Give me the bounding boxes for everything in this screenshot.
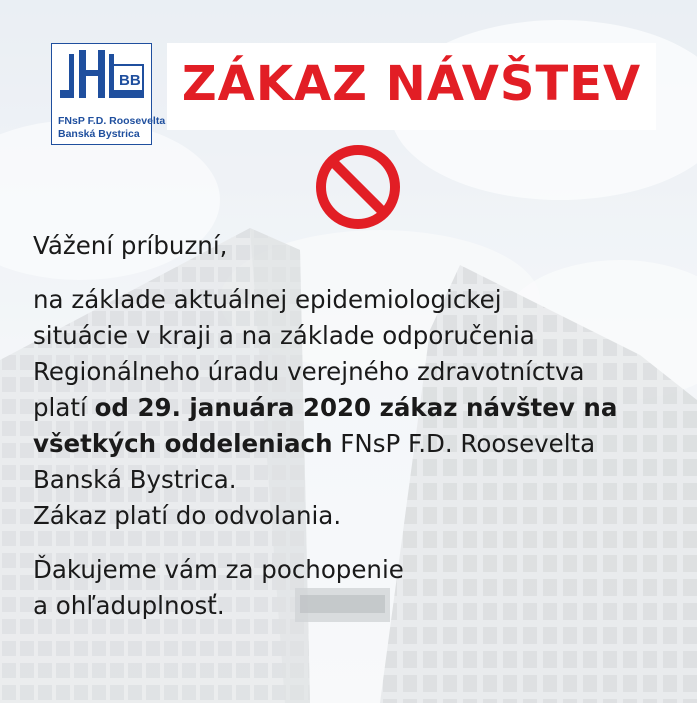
notice-validity-line: Zákaz platí do odvolania.	[33, 501, 342, 530]
notice-line: na základe aktuálnej epidemiologickej	[33, 285, 502, 314]
thanks-line: a ohľaduplnosť.	[33, 591, 225, 620]
notice-text-plain: platí	[33, 393, 95, 422]
notice-line: Regionálneho úradu verejného zdravotníctva	[33, 357, 585, 386]
logo-letters: BB	[119, 72, 141, 89]
notice-text-plain: FNsP F.D. Roosevelta	[332, 429, 596, 458]
prohibition-sign-icon	[314, 143, 402, 231]
notice-line	[33, 390, 683, 426]
notice-line: situácie v kraji a na základe odporučenia	[33, 321, 535, 350]
notice-text-bold: všetkých oddeleniach	[33, 429, 333, 458]
logo-city-line: Banská Bystrica	[58, 128, 140, 140]
page-title: ZÁKAZ NÁVŠTEV	[181, 56, 642, 112]
thanks-line: Ďakujeme vám za pochopenie	[33, 555, 404, 584]
logo-name-line: FNsP F.D. Roosevelta	[58, 115, 166, 127]
greeting: Vážení príbuzní,	[33, 231, 228, 260]
notice-line: Banská Bystrica.	[33, 465, 237, 494]
notice-line	[33, 426, 683, 462]
hospital-logo	[51, 43, 166, 145]
title-banner	[167, 43, 656, 130]
notice-text	[33, 228, 683, 624]
notice-text-bold: od 29. januára 2020 zákaz návštev na	[94, 393, 618, 422]
